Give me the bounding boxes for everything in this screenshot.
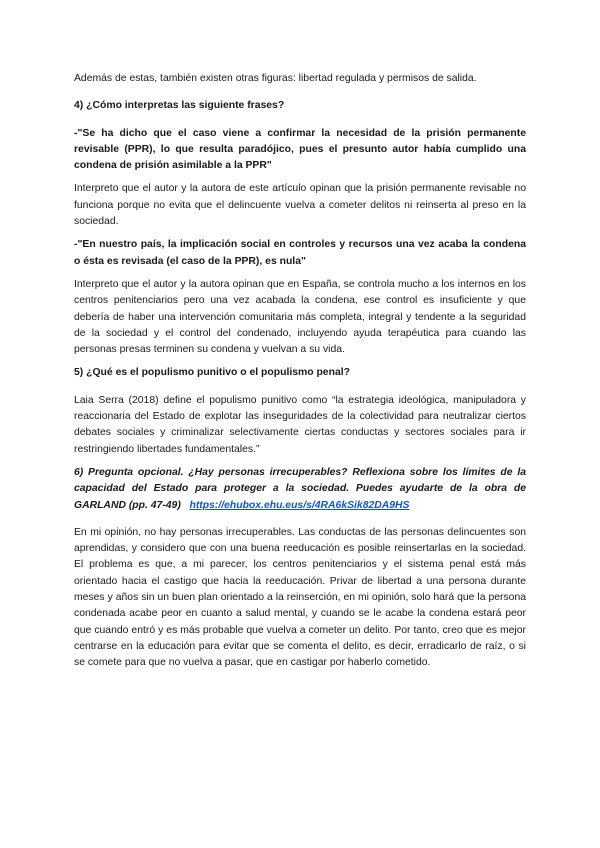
question-6-heading-text: 6) Pregunta opcional. ¿Hay personas irrecuperables? Reflexiona sobre los límites de la capacidad del Estado para proteger a la sociedad. Puedes ayudarte de la obra de GARLAND (pp. 47-49) [74, 466, 526, 511]
document-page [74, 71, 526, 672]
question-5-answer: Laia Serra (2018) define el populismo punitivo como “la estrategia ideológica, manipuladora y reaccionaria del Estado de explotar las inseguridades de la colectividad para neutralizar ciertos debates sociales y criminalizar selectivamente ciertas conductas y sectores sociales para ir restringiendo libertades fundamentales.” [74, 394, 526, 455]
question-4-quote-1: -"Se ha dicho que el caso viene a confirmar la necesidad de la prisión permanente revisable (PPR), lo que resulta paradójico, pues el presunto autor había cumplido una condena de prisión asimilable a la PPR" [74, 127, 526, 172]
question-4-answer-2: Interpreto que el autor y la autora opinan que en España, se controla mucho a los internos en los centros penitenciarios pero una vez acabada la condena, ese control es insuficiente y que debería de haber una intervención comunitaria más completa, integral y tendente a la seguridad de la sociedad y el control del condenado, incluyendo ayuda terapéutica para cuando las personas presas terminen su condena y vuelvan a su vida. [74, 278, 526, 356]
garland-link[interactable]: https://ehubox.ehu.eus/s/4RA6kSik82DA9HS [189, 499, 410, 511]
question-6-heading [74, 465, 526, 514]
intro-line: Además de estas, también existen otras figuras: libertad regulada y permisos de salida. [74, 73, 477, 84]
question-4-quote-2: -"En nuestro país, la implicación social en controles y recursos una vez acaba la condena o ésta es revisada (el caso de la PPR), es nula" [74, 239, 526, 267]
question-4-heading: 4) ¿Cómo interpretas las siguiente frases? [74, 100, 285, 112]
question-6-answer: En mi opinión, no hay personas irrecuperables. Las conductas de las personas delincuentes son aprendidas, y considero que con una buena reeducación es posible reinsertarlas en la sociedad. El problema es que, a mi parecer, los centros penitenciarios y el sistema penal está más orientado hacia el castigo que hacia la reeducación. Privar de libertad a una persona durante meses y años sin un buen plan orientado a la reinserción, en mi opinión, solo hará que la persona condenada acabe peor en cuanto a salud mental, y cuando se le acabe la condena estará peor que cuando entró y es más probable que vuelva a cometer un delito. Por tanto, creo que es mejor centrarse en la educación para evitar que se comenta el delito, es decir, erradicarlo de raíz, o si se comete para que no vuelva a pasar, que en castigar por haberlo cometido. [74, 526, 526, 669]
question-4-answer-1: Interpreto que el autor y la autora de este artículo opinan que la prisión permanente revisable no funciona porque no evita que el delincuente vuelva a cometer delitos ni reinserta al preso en la sociedad. [74, 183, 526, 228]
question-5-heading: 5) ¿Qué es el populismo punitivo o el populismo penal? [74, 367, 350, 379]
